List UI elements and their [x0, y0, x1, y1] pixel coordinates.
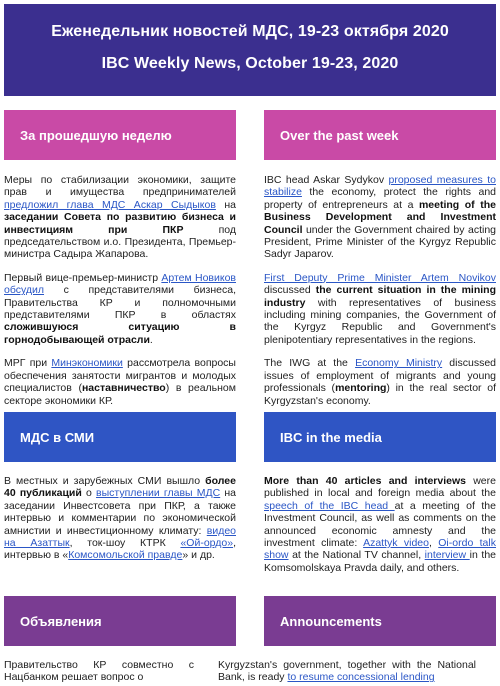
heading-media-en: [264, 412, 496, 462]
link-concessional-lending[interactable]: to resume concessional lending: [287, 671, 435, 684]
paragraph: First Deputy Prime Minister Artem Novikov discussed the current situation in the mining industry with representatives of business including mining companies, the Government of the Kyrgyz Republic and Government's plenipotentiary representatives in the regions.: [264, 271, 496, 346]
paragraph: Меры по стабилизации экономики, защите прав и имущества предпринимателей предложил глава МДС Аскар Сыдыков на заседании Совета по развитию бизнеса и инвестициям при ПКР под председательством и.о. Президента, Премьер-министра Садыра Жапарова.: [4, 174, 237, 261]
paragraph: Первый вице-премьер-министр Артем Новиков обсудил с представителями бизнеса, Правительства КР и полномочными представителями ПКР в областях сложившуюся ситуацию в горнодобывающей отрасли.: [4, 271, 236, 346]
paragraph: МРГ при Минэкономики рассмотрела вопросы обеспечения занятости мигрантов и молодых специалистов (наставничество) в реальном секторе экономики КР.: [4, 357, 236, 407]
link-komsomolskaya[interactable]: Комсомольской правде: [68, 549, 183, 562]
link-speech[interactable]: выступлении главы МДС: [96, 487, 221, 500]
banner-title-en: IBC Weekly News, October 19-23, 2020: [101, 55, 399, 72]
media-ru-column: [4, 475, 236, 573]
paragraph: Правительство КР совместно с Нацбанком решает вопрос о: [4, 659, 194, 684]
heading-label: IBC in the media: [280, 429, 382, 445]
link-novikov[interactable]: Артем Новиков обсудил: [4, 271, 236, 297]
link-azattyk-video[interactable]: видео на Азаттык: [4, 524, 236, 550]
link-proposal[interactable]: предложил глава МДС Аскар Сыдыков: [4, 198, 216, 211]
banner-title-ru: Еженедельник новостей МДС, 19-23 октября 2020: [51, 23, 449, 40]
link-ministry[interactable]: Минэкономики: [51, 357, 123, 370]
heading-past-week-en: [264, 110, 496, 160]
link-oi-ordo[interactable]: «Ой-ордо»: [180, 537, 234, 550]
heading-media-ru: [4, 412, 236, 462]
paragraph: Kyrgyzstan's government, together with the National Bank, is ready to resume concessional lending: [218, 659, 476, 684]
heading-label: МДС в СМИ: [20, 429, 95, 445]
paragraph: В местных и зарубежных СМИ вышло более 40 публикаций о выступлении главы МДС на заседании Инвестсовета при ПКР, а также интервью и комментарии по экономической амнистии и инвестиционному климату: видео на Азаттык, ток-шоу КТРК «Ой-ордо», интервью в «Комсомольской правде» и др.: [4, 475, 237, 562]
past-week-en-column: [264, 174, 496, 418]
media-en-column: [264, 475, 496, 585]
link-oi-ordo[interactable]: Oi-ordo talk show: [264, 537, 496, 562]
paragraph: The IWG at the Economy Ministry discussed issues of employment of migrants and young professionals (mentoring) in the real sector of Kyrgyzstan's economy.: [264, 357, 496, 407]
link-proposed-measures[interactable]: proposed measures to stabilize: [264, 174, 496, 199]
heading-label: Over the past week: [280, 127, 399, 143]
paragraph: More than 40 articles and interviews were published in local and foreign media about the speech of the IBC head at a meeting of the Investment Council, as well as comments on the announced economic amnesty and the investment climate: Azattyk video, Oi-ordo talk show at the National TV channel, interview in the Komsomolskaya Pravda daily, and others.: [264, 475, 496, 574]
heading-past-week-ru: [4, 110, 236, 160]
heading-label: Объявления: [20, 613, 102, 629]
announcements-en-column: [218, 659, 476, 686]
link-azattyk-video[interactable]: Azattyk video: [363, 537, 429, 550]
newsletter-banner: [4, 4, 496, 96]
past-week-ru-column: [4, 174, 236, 418]
heading-label: Announcements: [280, 613, 382, 629]
announcements-ru-column: [4, 659, 194, 686]
paragraph: IBC head Askar Sydykov proposed measures to stabilize the economy, protect the rights and property of entrepreneurs at a meeting of the Business Development and Investment Council under the Government chaired by acting President, Prime Minister of the Kyrgyz Republic Sadyr Japarov.: [264, 174, 496, 261]
heading-label: За прошедшую неделю: [20, 127, 172, 143]
link-economy-ministry[interactable]: Economy Ministry: [355, 357, 443, 370]
link-speech[interactable]: speech of the IBC head: [264, 499, 395, 512]
heading-announcements-ru: [4, 596, 236, 646]
link-novikov[interactable]: First Deputy Prime Minister Artem Novikov: [264, 271, 496, 284]
link-interview[interactable]: interview: [424, 549, 470, 562]
heading-announcements-en: [264, 596, 496, 646]
